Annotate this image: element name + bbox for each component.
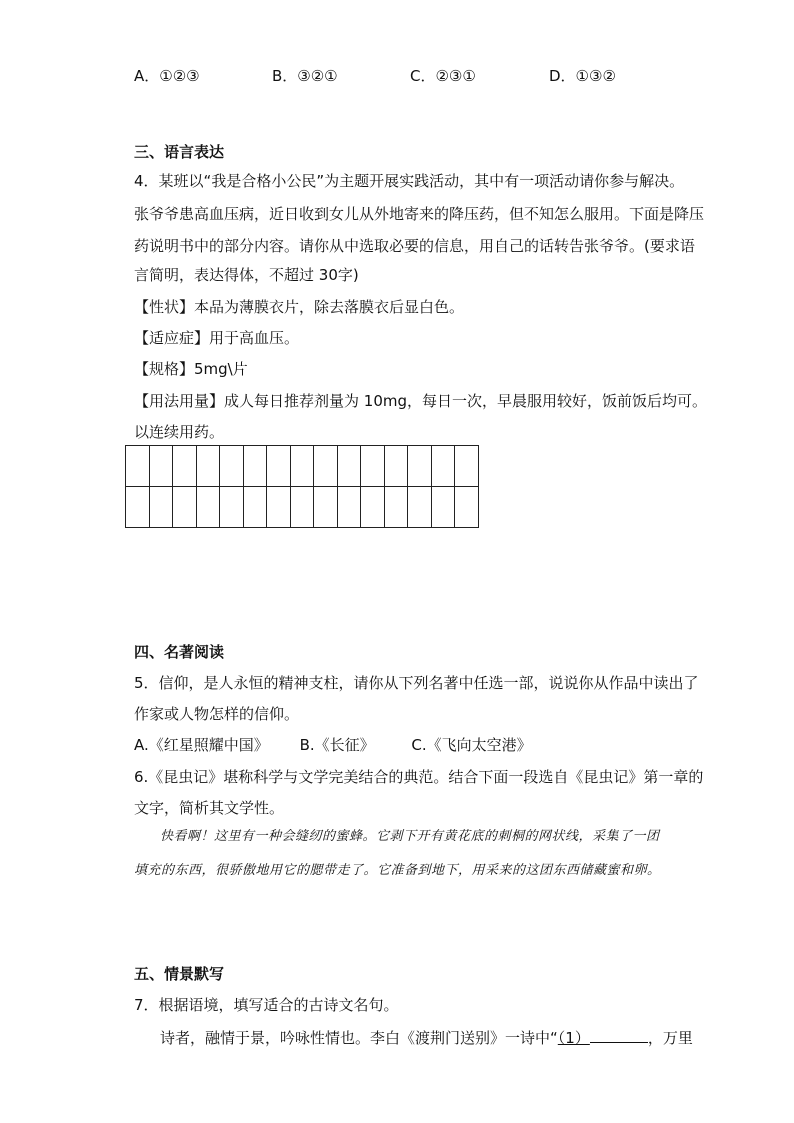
grid-cell[interactable] xyxy=(126,487,150,528)
grid-cell[interactable] xyxy=(173,446,197,487)
question-7-line2 xyxy=(160,1027,693,1048)
question-7-line1: 7．根据语境，填写适合的古诗文名句。 xyxy=(134,996,399,1014)
grid-cell[interactable] xyxy=(408,487,432,528)
question-5-line2: 作家或人物怎样的信仰。 xyxy=(134,705,300,723)
q7-text-pre: 诗者，融情于景，吟咏性情也。李白《渡荆门送别》一诗中“ xyxy=(160,1029,558,1047)
grid-cell[interactable] xyxy=(314,487,338,528)
section-heading-recitation: 五、情景默写 xyxy=(134,965,225,983)
quoted-passage xyxy=(134,820,662,888)
grid-cell[interactable] xyxy=(267,487,291,528)
grid-cell[interactable] xyxy=(337,446,361,487)
option-a[interactable]: A．①②③ xyxy=(134,67,200,85)
grid-cell[interactable] xyxy=(455,446,479,487)
option-c[interactable]: C．②③① xyxy=(410,67,476,85)
section-heading-classics: 四、名著阅读 xyxy=(134,643,225,661)
q5-option-c[interactable]: C.《飞向太空港》 xyxy=(411,736,532,754)
label-dosage-cont: 以连续用药。 xyxy=(134,423,225,441)
grid-cell[interactable] xyxy=(149,487,173,528)
q7-blank-1[interactable] xyxy=(590,1027,648,1043)
grid-cell[interactable] xyxy=(149,446,173,487)
question-5-options xyxy=(134,735,532,755)
label-dosage: 【用法用量】成人每日推荐剂量为 10mg，每日一次，早晨服用较好，饭前饭后均可。 xyxy=(134,392,707,410)
grid-row xyxy=(126,446,479,487)
grid-cell[interactable] xyxy=(431,446,455,487)
question-4-text-line3: 言简明，表达得体，不超过 30字) xyxy=(134,266,359,284)
grid-row xyxy=(126,487,479,528)
answer-grid[interactable] xyxy=(125,445,479,528)
question-4-text-line2: 药说明书中的部分内容。请你从中选取必要的信息，用自己的话转告张爷爷。(要求语 xyxy=(134,237,695,255)
q5-option-a[interactable]: A.《红星照耀中国》 xyxy=(134,736,269,754)
grid-cell[interactable] xyxy=(314,446,338,487)
question-4-text-line1: 张爷爷患高血压病，近日收到女儿从外地寄来的降压药，但不知怎么服用。下面是降压 xyxy=(134,205,705,223)
label-properties: 【性状】本品为薄膜衣片，除去落膜衣后显白色。 xyxy=(134,298,465,316)
option-d[interactable]: D．①③② xyxy=(549,67,616,85)
q7-blank-label: （1） xyxy=(557,1029,590,1047)
grid-cell[interactable] xyxy=(220,487,244,528)
grid-cell[interactable] xyxy=(126,446,150,487)
grid-cell[interactable] xyxy=(196,487,220,528)
grid-cell[interactable] xyxy=(243,446,267,487)
grid-cell[interactable] xyxy=(290,487,314,528)
grid-cell[interactable] xyxy=(173,487,197,528)
question-6-line2: 文字，简析其文学性。 xyxy=(134,799,285,817)
grid-cell[interactable] xyxy=(431,487,455,528)
quoted-passage-text: 快看啊！这里有一种会缝纫的蜜蜂。它剥下开有黄花底的刺桐的网状线，采集了一团填充的东西，很骄傲地用它的腮带走了。它准备到地下，用采来的这团东西储藏蜜和卵。 xyxy=(134,829,661,878)
grid-cell[interactable] xyxy=(408,446,432,487)
label-specification: 【规格】5mg\片 xyxy=(134,360,248,378)
q5-option-b[interactable]: B.《长征》 xyxy=(299,736,375,754)
grid-cell[interactable] xyxy=(243,487,267,528)
label-indication: 【适应症】用于高血压。 xyxy=(134,329,300,347)
question-4-intro: 4．某班以“我是合格小公民”为主题开展实践活动，其中有一项活动请你参与解决。 xyxy=(134,172,685,190)
grid-cell[interactable] xyxy=(361,446,385,487)
option-b[interactable]: B．③②① xyxy=(272,67,338,85)
grid-cell[interactable] xyxy=(337,487,361,528)
question-6-line1: 6.《昆虫记》堪称科学与文学完美结合的典范。结合下面一段选自《昆虫记》第一章的 xyxy=(134,768,704,786)
question-5-line1: 5．信仰，是人永恒的精神支柱，请你从下列名著中任选一部，说说你从作品中读出了 xyxy=(134,674,699,692)
grid-cell[interactable] xyxy=(290,446,314,487)
grid-cell[interactable] xyxy=(455,487,479,528)
grid-cell[interactable] xyxy=(267,446,291,487)
grid-cell[interactable] xyxy=(384,487,408,528)
section-heading-language: 三、语言表达 xyxy=(134,143,225,161)
grid-cell[interactable] xyxy=(361,487,385,528)
grid-cell[interactable] xyxy=(196,446,220,487)
q7-text-post: ，万里 xyxy=(647,1029,693,1047)
grid-cell[interactable] xyxy=(220,446,244,487)
grid-cell[interactable] xyxy=(384,446,408,487)
